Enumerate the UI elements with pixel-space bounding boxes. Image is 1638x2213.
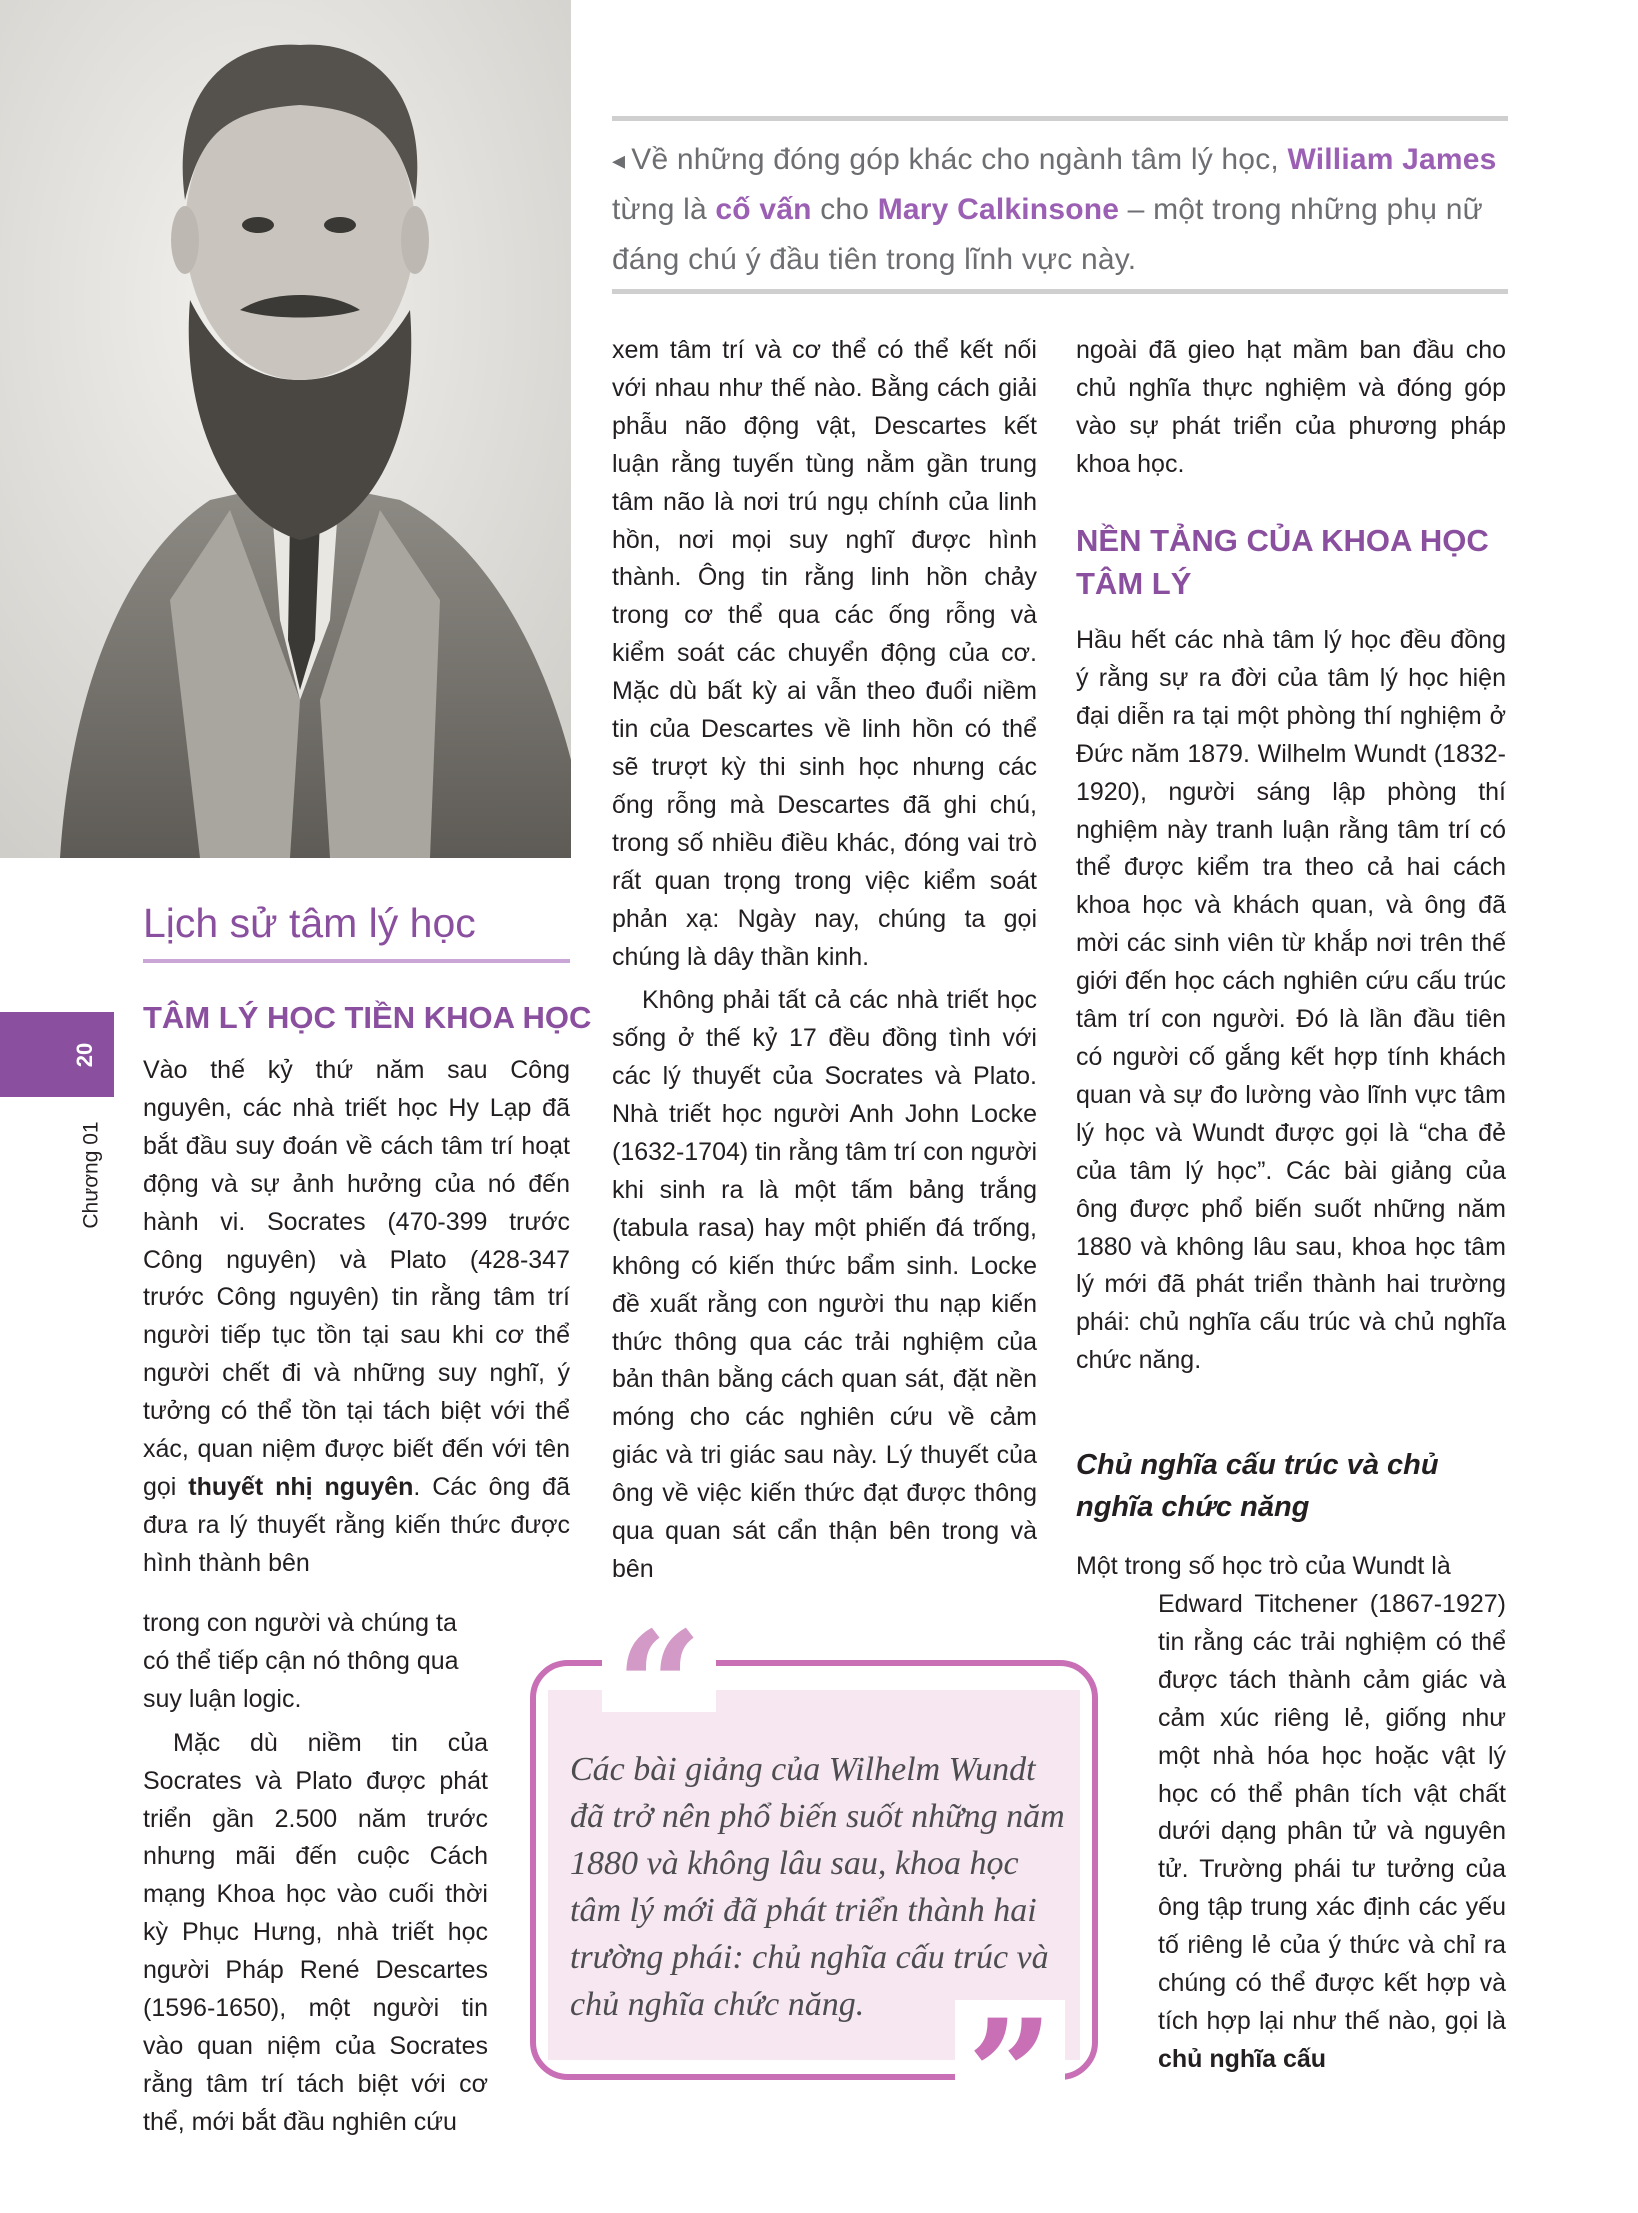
chapter-label-text: Chương 01 [80, 1121, 104, 1229]
page-number [60, 1022, 110, 1087]
paragraph: Hầu hết các nhà tâm lý học đều đồng ý rằng sự ra đời của tâm lý học hiện đại diễn ra tại một phòng thí nghiệm ở Đức năm 1879. Wilhelm Wundt (1832-1920), người sáng lập phòng thí nghiệm này tranh luận rằng tâm trí có thể được kiểm tra theo cả hai cách khoa học và khách quan, và ông đã mời các sinh viên từ khắp nơi trên thế giới đến học cách nghiên cứu cấu trúc tâm trí con người. Đó là lần đầu tiên có người cố gắng kết hợp tính khách quan và sự đo lường vào lĩnh vực tâm lý học và Wundt được gọi là “cha đẻ của tâm lý học”. Các bài giảng của ông được phổ biến suốt những năm 1880 và không lâu sau, khoa học tâm lý mới đã phát triển thành hai trường phái: chủ nghĩa cấu trúc và chủ nghĩa chức năng. [1076, 626, 1506, 1375]
paragraph: trong con người và chúng ta có thể tiếp cận nó thông qua suy luận logic. [143, 1609, 459, 1713]
caption-highlight: cố vấn [715, 193, 812, 226]
paragraph: Một trong số học trò của Wundt là [1076, 1552, 1451, 1580]
paragraph [143, 1052, 570, 1583]
pull-quote-text: Các bài giảng của Wilhelm Wundt đã trở nên phổ biến suốt những năm 1880 và không lâu sau, khoa học tâm lý mới đã phát triển thành hai trường phái: chủ nghĩa cấu trúc và chủ nghĩa chức năng. [570, 1751, 1065, 2023]
column-3-intro [1076, 332, 1506, 484]
section-heading: Lịch sử tâm lý học [143, 900, 476, 946]
subheading-foundation: NỀN TẢNG CỦA KHOA HỌC TÂM LÝ [1076, 523, 1489, 601]
column-3-wrapped [1158, 1586, 1506, 2079]
close-quote-icon: ” [955, 2000, 1065, 2110]
paragraph-text: Vào thế kỷ thứ năm sau Công nguyên, các nhà triết học Hy Lạp đã bắt đầu suy đoán về cách tâm trí hoạt động và sự ảnh hưởng của nó đến hành vi. Socrates (470-399 trước Công nguyên) và Plato (428-347 trước Công nguyên) tin rằng tâm trí người tiếp tục tồn tại sau khi cơ thể người chết đi và những suy nghĩ, ý tưởng có thể tồn tại tách biệt với thể xác, quan niệm được biết đến với tên gọi [143, 1056, 570, 1501]
column-1-text-narrow [143, 1605, 488, 2142]
caption-text: – một trong những phụ nữ đáng chú ý đầu tiên trong lĩnh vực này. [612, 193, 1483, 276]
column-1-text [143, 1052, 570, 1583]
caption-text: cho [811, 193, 878, 226]
chapter-label [72, 1105, 112, 1245]
photo-caption [612, 135, 1508, 285]
caption-arrow-icon: ◂ [612, 145, 626, 175]
caption-highlight: Mary Calkinsone [877, 193, 1120, 226]
open-quote-icon: “ [602, 1612, 716, 1712]
page-number-text: 20 [71, 1042, 97, 1067]
paragraph [1158, 1586, 1506, 2079]
caption-text: từng là [612, 193, 716, 226]
caption-highlight: William James [1287, 143, 1497, 176]
subheading-prescientific: TÂM LÝ HỌC TIỀN KHOA HỌC [143, 1000, 592, 1035]
column-3-lead [1076, 1548, 1506, 1586]
caption-top-rule [612, 116, 1508, 121]
column-2-text [612, 332, 1037, 1589]
paragraph: Mặc dù niềm tin của Socrates và Plato được phát triển gần 2.500 năm trước nhưng mãi đến cuộc Cách mạng Khoa học vào cuối thời kỳ Phục Hưng, nhà triết học người Pháp René Descartes (1596-1650), một người tin vào quan niệm của Socrates rằng tâm trí tách biệt với cơ thể, mới bắt đầu nghiên cứu [143, 1728, 488, 2136]
paragraph: ngoài đã gieo hạt mầm ban đầu cho chủ nghĩa thực nghiệm và đóng góp vào sự phát triển của phương pháp khoa học. [1076, 336, 1506, 478]
paragraph-text: Edward Titchener (1867-1927) tin rằng các trải nghiệm có thể được tách thành cảm giác và cảm xúc riêng lẻ, giống như một nhà hóa học hoặc vật lý học có thể phân tích vật chất dưới dạng phân tử và nguyên tử. Trường phái tư tưởng của ông tập trung xác định các yếu tố riêng lẻ của ý thức và chỉ ra chúng có thể được kết hợp và tích hợp lại như thế nào, gọi là [1158, 1590, 1506, 2035]
portrait-photo [0, 0, 571, 858]
paragraph: Không phải tất cả các nhà triết học sống ở thế kỷ 17 đều đồng tình với các lý thuyết của Socrates và Plato. Nhà triết học người Anh John Locke (1632-1704) tin rằng tâm trí con người khi sinh ra là một tấm bảng trắng (tabula rasa) hay một phiến đá trống, không có kiến thức bẩm sinh. Locke đề xuất rằng con người thu nạp kiến thức thông qua các trải nghiệm của bản thân bằng cách quan sát, đặt nền móng cho các nghiên cứu về cảm giác và tri giác sau này. Lý thuyết của ông về việc kiến thức đạt được thông qua quan sát cẩn thận bên trong và bên [612, 986, 1038, 1583]
paragraph-text: . Các ông đã đưa ra lý thuyết rằng kiến thức được hình thành bên [143, 1472, 570, 1577]
bold-term: chủ nghĩa cấu [1158, 2044, 1327, 2073]
subheading-structuralism: Chủ nghĩa cấu trúc và chủ nghĩa chức năng [1076, 1449, 1439, 1523]
heading-rule [143, 959, 570, 963]
paragraph: xem tâm trí và cơ thể có thể kết nối với nhau như thế nào. Bằng cách giải phẫu não động vật, Descartes kết luận rằng tuyến tùng nằm gần trung tâm não là nơi trú ngụ chính của linh hồn, nơi mọi suy nghĩ được hình thành. Ông tin rằng linh hồn chảy trong cơ thể qua các ống rỗng và kiểm soát các chuyển động của cơ. Mặc dù bất kỳ ai vẫn theo đuổi niềm tin của Descartes về linh hồn có thể sẽ trượt kỳ thi sinh học nhưng các ống rỗng mà Descartes đã ghi chú, trong số nhiều điều khác, đóng vai trò rất quan trọng trong việc kiểm soát phản xạ: Ngày nay, chúng ta gọi chúng là dây thần kinh. [612, 336, 1037, 971]
column-3-text [1076, 622, 1506, 1380]
caption-bottom-rule [612, 289, 1508, 294]
bold-term: thuyết nhị nguyên [188, 1472, 414, 1501]
caption-text: Về những đóng góp khác cho ngành tâm lý học, [631, 143, 1288, 176]
